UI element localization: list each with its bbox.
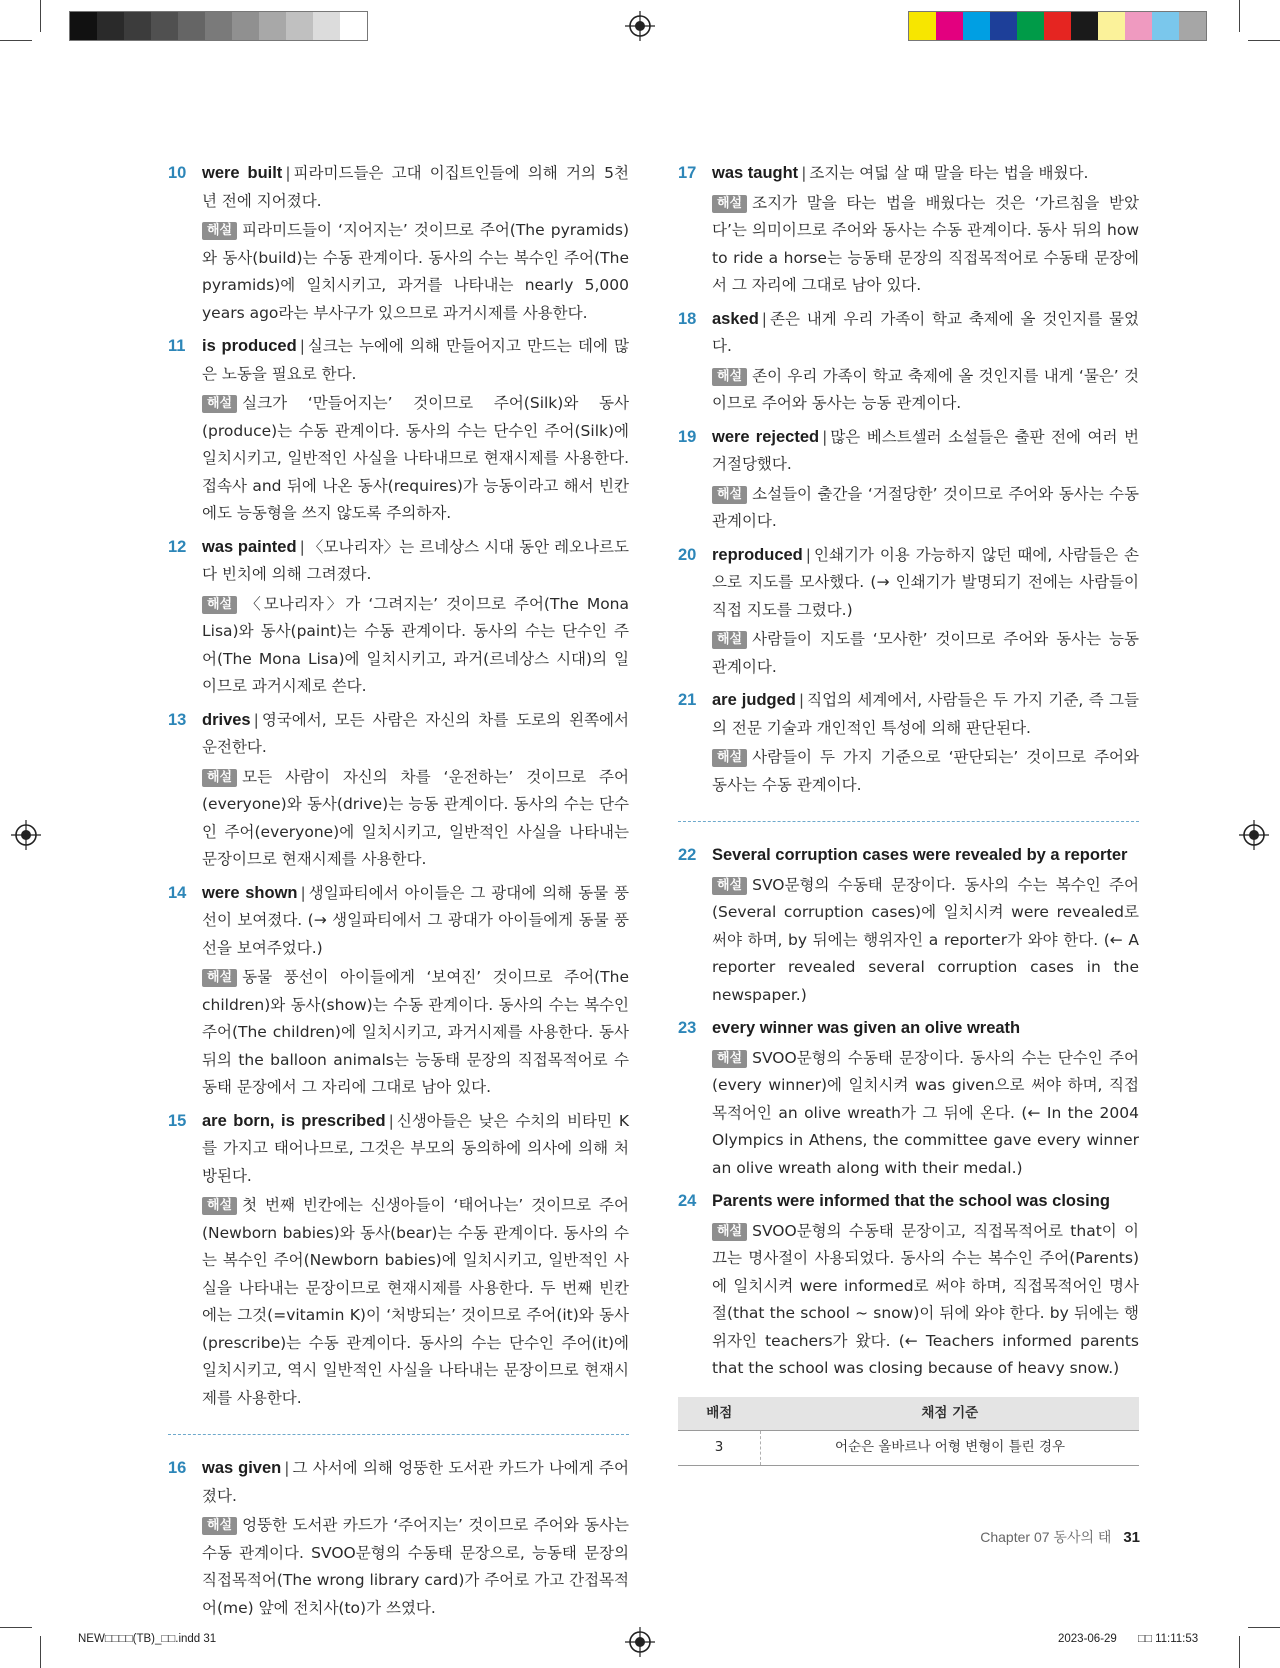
explanation-tag: 해설 <box>202 769 237 787</box>
answer-text: was given <box>202 1459 282 1477</box>
answer-item <box>168 160 629 327</box>
registration-mark-icon <box>625 11 655 41</box>
color-swatch <box>286 12 313 40</box>
answer-item <box>678 542 1139 682</box>
item-number: 16 <box>168 1459 187 1477</box>
answer-text: was taught <box>712 164 799 182</box>
item-number: 19 <box>678 427 697 446</box>
slug-file: NEW□□□□(TB)_□□.indd 31 <box>78 1633 217 1645</box>
answer-item <box>168 534 629 701</box>
explanation-tag: 해설 <box>202 222 237 240</box>
color-swatch <box>232 12 259 40</box>
grayscale-color-bar <box>69 11 368 41</box>
color-swatch <box>1179 12 1206 40</box>
explanation-tag: 해설 <box>712 1223 747 1241</box>
chapter-title: 동사의 태 <box>1053 1529 1112 1545</box>
answer-text: were built <box>202 164 283 182</box>
explanation-text: 조지가 말을 타는 법을 배웠다는 것은 ‘가르침을 받았다’는 의미이므로 주어와 동사는 수동 관계이다. 동사 뒤의 how to ride a horse는 능동태 문장의 직접목적어로 수동태 문장에서 그 자리에 그대로 남아 있다. <box>712 193 1139 294</box>
color-swatch <box>1098 12 1125 40</box>
color-swatch <box>124 12 151 40</box>
answer-item <box>168 880 629 1102</box>
translation: 〈모나리자〉는 르네상스 시대 동안 레오나르도 다 빈치에 의해 그려졌다. <box>202 537 629 583</box>
explanation-text: 〈모나리자〉가 ‘그려지는’ 것이므로 주어(The Mona Lisa)와 동사(paint)는 수동 관계이다. 동사의 수는 단수인 주어(The Mona Lisa)에 일치시키고, 과거(르네상스 시대)의 일이므로 과거시제로 쓴다. <box>202 594 629 695</box>
color-swatch <box>1017 12 1044 40</box>
color-swatch <box>259 12 286 40</box>
table-header-criteria: 채점 기준 <box>761 1397 1140 1431</box>
explanation-text: 사람들이 지도를 ‘모사한’ 것이므로 주어와 동사는 능동 관계이다. <box>712 630 1139 676</box>
color-swatch <box>963 12 990 40</box>
explanation-tag: 해설 <box>712 749 747 767</box>
separator: | <box>299 537 305 556</box>
translation: 실크는 누에에 의해 만들어지고 만드는 데에 많은 노동을 필요로 한다. <box>202 337 629 383</box>
section-divider <box>678 821 1139 822</box>
answer-text: Several corruption cases were revealed by a reporter <box>712 846 1128 864</box>
color-swatch <box>205 12 232 40</box>
translation: 존은 내게 우리 가족이 학교 축제에 올 것인지를 물었다. <box>712 309 1139 355</box>
answer-text: every winner was given an olive wreath <box>712 1019 1021 1037</box>
color-swatch <box>909 12 936 40</box>
color-swatch <box>1044 12 1071 40</box>
item-number: 18 <box>678 309 697 328</box>
explanation-text: 동물 풍선이 아이들에게 ‘보여진’ 것이므로 주어(The children)와 동사(show)는 수동 관계이다. 동사의 수는 복수인 주어(The children)에 일치시키고, 과거시제를 사용한다. 동사 뒤의 the balloon animals는 능동태 문장의 직접목적어로 수동태 문장에서 그 자리에 그대로 남아 있다. <box>202 968 629 1096</box>
right-column <box>678 160 1139 1466</box>
item-number: 13 <box>168 710 187 729</box>
section-divider <box>168 1434 629 1435</box>
item-number: 12 <box>168 537 187 556</box>
translation: 생일파티에서 아이들은 그 광대에 의해 동물 풍선이 보여졌다. (→ 생일파티에서 그 광대가 아이들에게 동물 풍선을 보여주었다.) <box>202 883 629 957</box>
answer-text: were shown <box>202 883 298 902</box>
page-footer <box>780 1527 1140 1547</box>
explanation-text: 존이 우리 가족이 학교 축제에 올 것인지를 내게 ‘물은’ 것이므로 주어와 동사는 능동 관계이다. <box>712 366 1139 412</box>
answer-item <box>678 842 1139 1009</box>
item-number: 20 <box>678 545 697 564</box>
separator: | <box>805 545 812 564</box>
item-number: 10 <box>168 164 187 182</box>
answer-item <box>168 707 629 874</box>
answer-item <box>678 687 1139 799</box>
explanation-text: 모든 사람이 자신의 차를 ‘운전하는’ 것이므로 주어(everyone)와 동사(drive)는 능동 관계이다. 동사의 수는 단수인 주어(everyone)에 일치시키고, 일반적인 사실을 나타내는 문장이므로 현재시제를 사용한다. <box>202 767 629 868</box>
explanation-tag: 해설 <box>202 1517 237 1535</box>
answer-item <box>168 1108 629 1413</box>
answer-text: was painted <box>202 537 297 556</box>
explanation-text: SVO문형의 수동태 문장이다. 동사의 수는 복수인 주어(Several corruption cases)에 일치시켜 were revealed로 써야 하며, by 뒤에는 행위자인 a reporter가 와야 한다. (← A reporter revealed several corruption cases in the newspaper.) <box>712 875 1139 1004</box>
separator: | <box>801 164 807 182</box>
explanation-tag: 해설 <box>202 596 237 614</box>
translation: 피라미드들은 고대 이집트인들에 의해 거의 5천 년 전에 지어졌다. <box>202 164 629 210</box>
points-cell: 3 <box>678 1431 761 1466</box>
answer-item <box>678 1015 1139 1182</box>
translation: 영국에서, 모든 사람은 자신의 차를 도로의 왼쪽에서 운전한다. <box>202 710 629 756</box>
color-swatch <box>313 12 340 40</box>
item-number: 11 <box>168 337 186 355</box>
color-swatch <box>340 12 367 40</box>
translation: 직업의 세계에서, 사람들은 두 가지 기준, 즉 그들의 전문 기술과 개인적인 특성에 의해 판단된다. <box>712 691 1139 737</box>
explanation-tag: 해설 <box>202 969 237 987</box>
color-swatch <box>990 12 1017 40</box>
crop-mark <box>0 1627 32 1628</box>
crop-mark <box>1248 1627 1280 1628</box>
answer-text: is produced <box>202 337 297 355</box>
explanation-text: 사람들이 두 가지 기준으로 ‘판단되는’ 것이므로 주어와 동사는 수동 관계이다. <box>712 748 1139 794</box>
explanation-tag: 해설 <box>202 1197 237 1215</box>
explanation-text: 엉뚱한 도서관 카드가 ‘주어지는’ 것이므로 주어와 동사는 수동 관계이다. SVOO문형의 수동태 문장으로, 능동태 문장의 직접목적어(The wrong library card)가 주어로 가고 간접목적어(me) 앞에 전치사(to)가 쓰였다. <box>202 1516 629 1617</box>
color-swatch <box>178 12 205 40</box>
process-color-bar <box>908 11 1207 41</box>
explanation-tag: 해설 <box>712 368 747 386</box>
table-header-points: 배점 <box>678 1397 761 1431</box>
translation: 신생아들은 낮은 수치의 비타민 K를 가지고 태어나므로, 그것은 부모의 동의하에 의사에 의해 처방된다. <box>202 1111 629 1185</box>
separator: | <box>299 337 305 355</box>
slug-date: 2023-06-29 <box>1058 1633 1117 1645</box>
answer-text: drives <box>202 710 251 729</box>
answer-text: are judged <box>712 691 796 709</box>
crop-mark <box>0 40 32 41</box>
answer-item <box>168 333 629 528</box>
translation: 인쇄기가 이용 가능하지 않던 때에, 사람들은 손으로 지도를 모사했다. (→ 인쇄기가 발명되기 전에는 사람들이 직접 지도를 그렸다.) <box>712 545 1139 619</box>
answer-text: reproduced <box>712 545 803 564</box>
separator: | <box>761 309 768 328</box>
answer-text: were rejected <box>712 427 820 446</box>
color-swatch <box>1071 12 1098 40</box>
separator: | <box>253 710 259 729</box>
item-number: 15 <box>168 1111 187 1130</box>
separator: | <box>388 1111 394 1130</box>
crop-mark <box>40 0 41 32</box>
separator: | <box>300 883 306 902</box>
item-number: 22 <box>678 846 697 864</box>
explanation-text: 소설들이 출간을 ‘거절당한’ 것이므로 주어와 동사는 수동 관계이다. <box>712 484 1139 530</box>
left-column <box>168 160 629 1628</box>
explanation-text: 첫 번째 빈칸에는 신생아들이 ‘태어나는’ 것이므로 주어(Newborn babies)와 동사(bear)는 수동 관계이다. 동사의 수는 복수인 주어(Newborn babies)에 일치시키고, 일반적인 사실을 나타내는 문장이므로 현재시제를 사용한다. 두 번째 빈칸에는 그것(=vitamin K)이 ‘처방되는’ 것이므로 주어(it)와 동사(prescribe)는 수동 관계이다. 동사의 수는 단수인 주어(it)에 일치시키고, 역시 일반적인 사실을 나타내는 문장이므로 현재시제를 사용한다. <box>202 1196 629 1407</box>
table-row <box>678 1431 1139 1466</box>
separator: | <box>822 427 828 446</box>
item-number: 24 <box>678 1192 697 1210</box>
item-number: 23 <box>678 1019 697 1037</box>
crop-mark <box>1248 40 1280 41</box>
registration-mark-icon <box>1239 820 1269 850</box>
scoring-table <box>678 1397 1139 1466</box>
explanation-tag: 해설 <box>712 195 747 213</box>
explanation-text: 실크가 ‘만들어지는’ 것이므로 주어(Silk)와 동사(produce)는 수동 관계이다. 동사의 수는 단수인 주어(Silk)에 일치시키고, 일반적인 사실을 나타내므로 현재시제를 사용한다. 접속사 and 뒤에 나온 동사(requires)가 능동이라고 해서 빈칸에도 능동형을 쓰지 않도록 주의하자. <box>202 394 629 522</box>
registration-mark-icon <box>625 1627 655 1657</box>
item-number: 21 <box>678 691 697 709</box>
color-swatch <box>1125 12 1152 40</box>
explanation-text: SVOO문형의 수동태 문장이다. 동사의 수는 단수인 주어(every winner)에 일치시켜 was given으로 써야 하며, 직접목적어인 an olive wreath가 그 뒤에 온다. (← In the 2004 Olympics in Athens, the committee gave every winner an olive wreath along with their medal.) <box>712 1048 1139 1177</box>
answer-item <box>678 306 1139 418</box>
explanation-tag: 해설 <box>712 631 747 649</box>
explanation-tag: 해설 <box>712 486 747 504</box>
answer-text: Parents were informed that the school was closing <box>712 1192 1110 1210</box>
answer-text: are born, is prescribed <box>202 1111 386 1130</box>
slug-time: □□ 11:11:53 <box>1138 1633 1199 1645</box>
color-swatch <box>1152 12 1179 40</box>
item-number: 14 <box>168 883 187 902</box>
answer-item <box>168 1455 629 1622</box>
crop-mark <box>1239 0 1240 32</box>
chapter-label: Chapter 07 <box>980 1529 1050 1545</box>
answer-item <box>678 424 1139 536</box>
registration-mark-icon <box>11 820 41 850</box>
color-swatch <box>151 12 178 40</box>
answer-item <box>678 1188 1139 1383</box>
explanation-tag: 해설 <box>712 877 747 895</box>
color-swatch <box>97 12 124 40</box>
crop-mark <box>1239 1636 1240 1668</box>
separator: | <box>284 1459 290 1477</box>
color-swatch <box>936 12 963 40</box>
answer-item <box>678 160 1139 300</box>
answer-text: asked <box>712 309 759 328</box>
explanation-text: SVOO문형의 수동태 문장이고, 직접목적어로 that이 이끄는 명사절이 사용되었다. 동사의 수는 복수인 주어(Parents)에 일치시켜 were informed로 써야 하며, 직접목적어인 명사절(that the school ~ snow)이 뒤에 와야 한다. by 뒤에는 행위자인 teachers가 왔다. (← Teachers informed parents that the school was closing because of heavy snow.) <box>712 1221 1139 1377</box>
separator: | <box>798 691 805 709</box>
separator: | <box>285 164 291 182</box>
criteria-cell: 어순은 올바르나 어형 변형이 틀린 경우 <box>761 1431 1140 1466</box>
color-swatch <box>70 12 97 40</box>
explanation-text: 피라미드들이 ‘지어지는’ 것이므로 주어(The pyramids)와 동사(build)는 수동 관계이다. 동사의 수는 복수인 주어(The pyramids)에 일치시키고, 과거를 나타내는 nearly 5,000 years ago라는 부사구가 있으므로 과거시제를 사용한다. <box>202 221 629 322</box>
translation: 조지는 여덟 살 때 말을 타는 법을 배웠다. <box>809 164 1089 182</box>
item-number: 17 <box>678 164 697 182</box>
page-number: 31 <box>1123 1529 1140 1546</box>
explanation-tag: 해설 <box>202 395 237 413</box>
translation: 많은 베스트셀러 소설들은 출판 전에 여러 번 거절당했다. <box>712 427 1139 473</box>
translation: 그 사서에 의해 엉뚱한 도서관 카드가 나에게 주어졌다. <box>202 1459 629 1505</box>
crop-mark <box>40 1636 41 1668</box>
explanation-tag: 해설 <box>712 1050 747 1068</box>
